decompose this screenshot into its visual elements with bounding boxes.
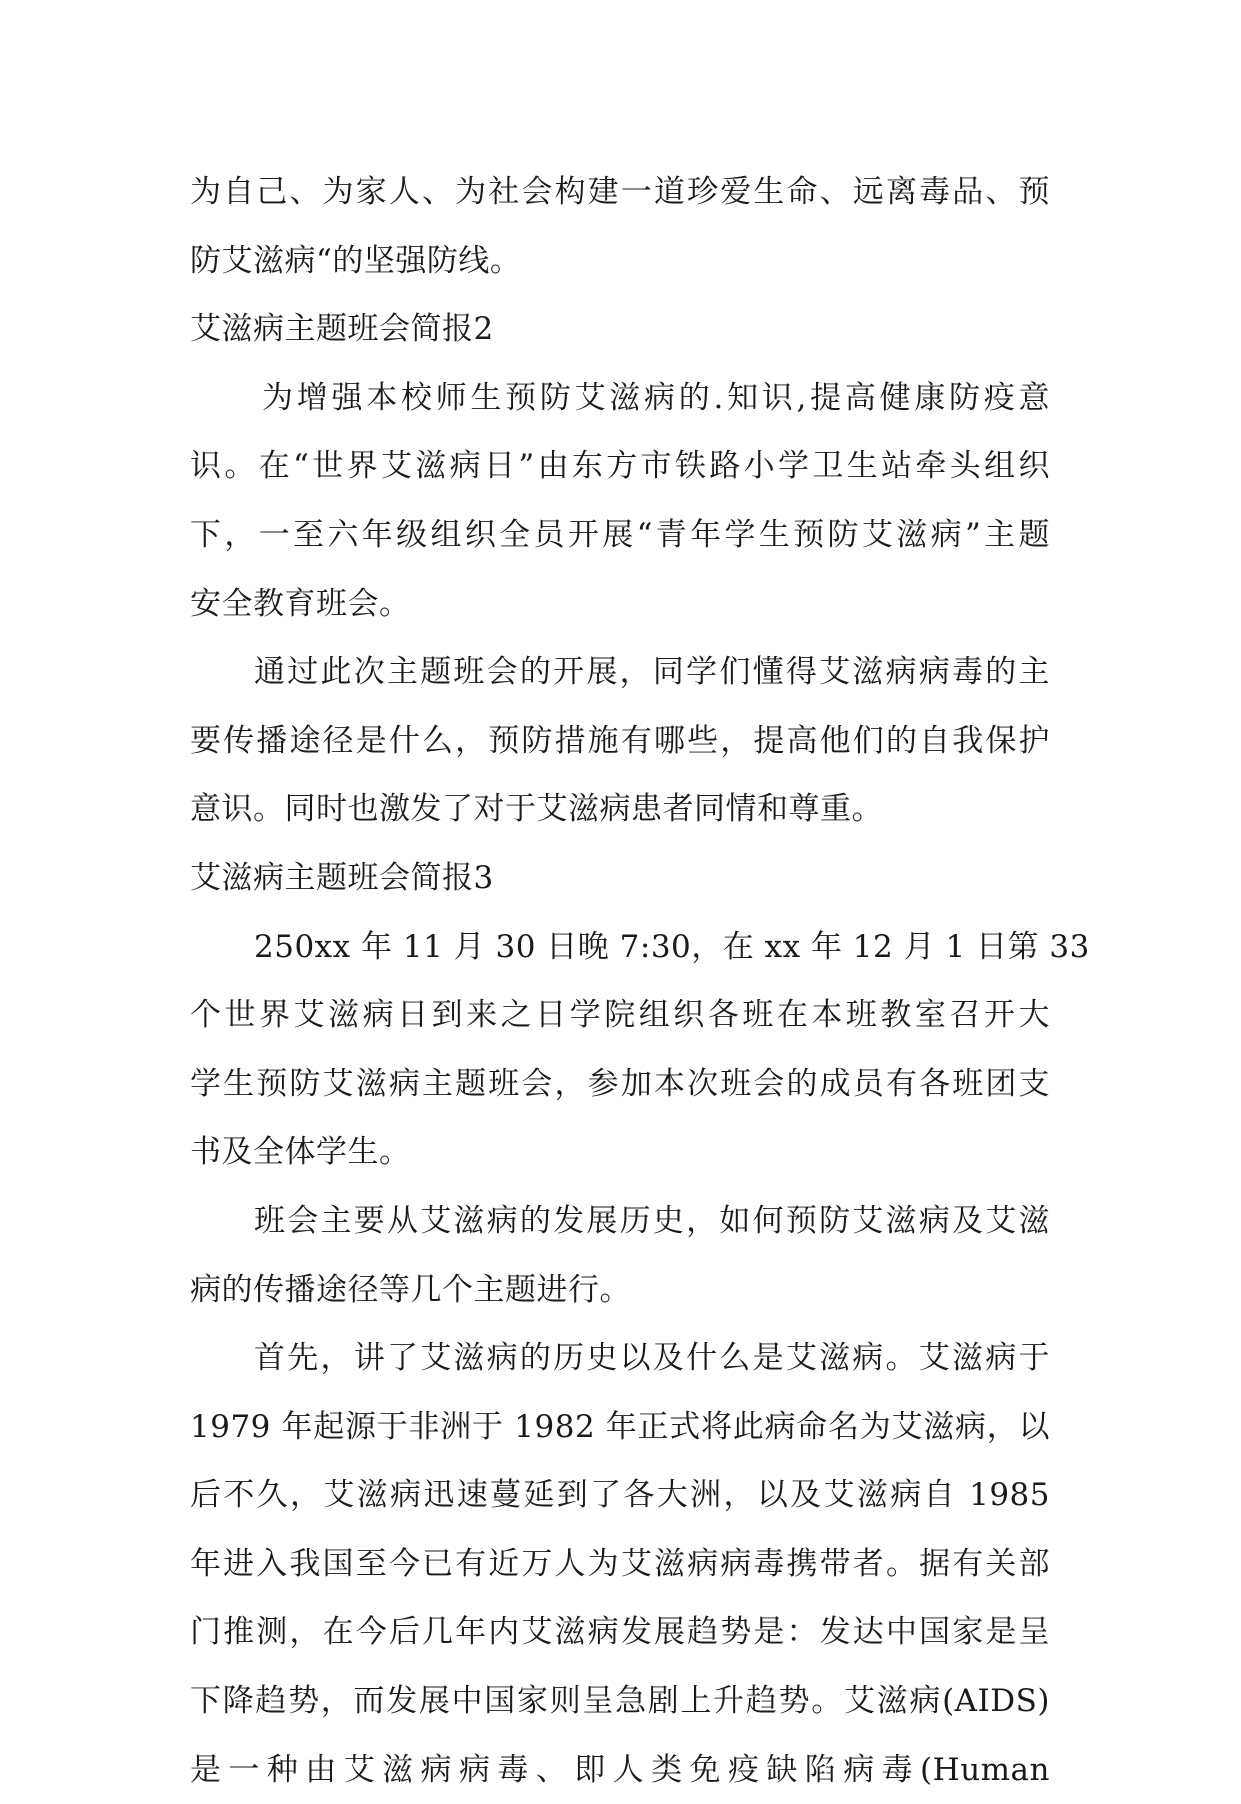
- text-line: 病的传播途径等几个主题进行。: [190, 1271, 631, 1308]
- text-line: 1979 年起源于非洲于 1982 年正式将此病命名为艾滋病，以: [190, 1408, 1050, 1445]
- text-line: 个世界艾滋病日到来之日学院组织各班在本班教室召开大: [190, 997, 1050, 1034]
- text-line: 为增强本校师生预防艾滋病的.知识,提高健康防疫意: [262, 379, 1050, 416]
- text-line: 学生预防艾滋病主题班会，参加本次班会的成员有各班团支: [190, 1065, 1050, 1102]
- text-line: 安全教育班会。: [190, 585, 411, 622]
- text-line: 识。在“世界艾滋病日”由东方市铁路小学卫生站牵头组织: [190, 448, 1050, 485]
- text-line: 年进入我国至今已有近万人为艾滋病病毒携带者。据有关部: [190, 1545, 1050, 1582]
- text-line: 班会主要从艾滋病的发展历史，如何预防艾滋病及艾滋: [254, 1202, 1050, 1239]
- text-line: 防艾滋病“的坚强防线。: [190, 242, 522, 279]
- text-line: 是一种由艾滋病病毒、即人类免疫缺陷病毒(Human: [190, 1751, 1050, 1788]
- text-line: 首先，讲了艾滋病的历史以及什么是艾滋病。艾滋病于: [254, 1340, 1050, 1377]
- text-line: 下，一至六年级组织全员开展“青年学生预防艾滋病”主题: [190, 516, 1050, 553]
- text-line: 门推测，在今后几年内艾滋病发展趋势是：发达中国家是呈: [190, 1614, 1050, 1651]
- text-line: 为自己、为家人、为社会构建一道珍爱生命、远离毒品、预: [190, 174, 1050, 210]
- text-line: 后不久，艾滋病迅速蔓延到了各大洲，以及艾滋病自 1985: [190, 1477, 1050, 1514]
- section-heading: 艾滋病主题班会简报2: [190, 311, 494, 348]
- text-line: 意识。同时也激发了对于艾滋病患者同情和尊重。: [190, 791, 883, 828]
- text-line: 书及全体学生。: [190, 1134, 411, 1171]
- text-line: 下降趋势，而发展中国家则呈急剧上升趋势。艾滋病(AIDS): [190, 1683, 1050, 1720]
- text-line: 通过此次主题班会的开展，同学们懂得艾滋病病毒的主: [254, 654, 1050, 691]
- section-heading: 艾滋病主题班会简报3: [190, 859, 494, 896]
- document-page: [190, 158, 1090, 1804]
- text-line: 要传播途径是什么，预防措施有哪些，提高他们的自我保护: [190, 722, 1050, 759]
- text-line: 250xx 年 11 月 30 日晚 7:30，在 xx 年 12 月 1 日第 33: [254, 928, 1090, 965]
